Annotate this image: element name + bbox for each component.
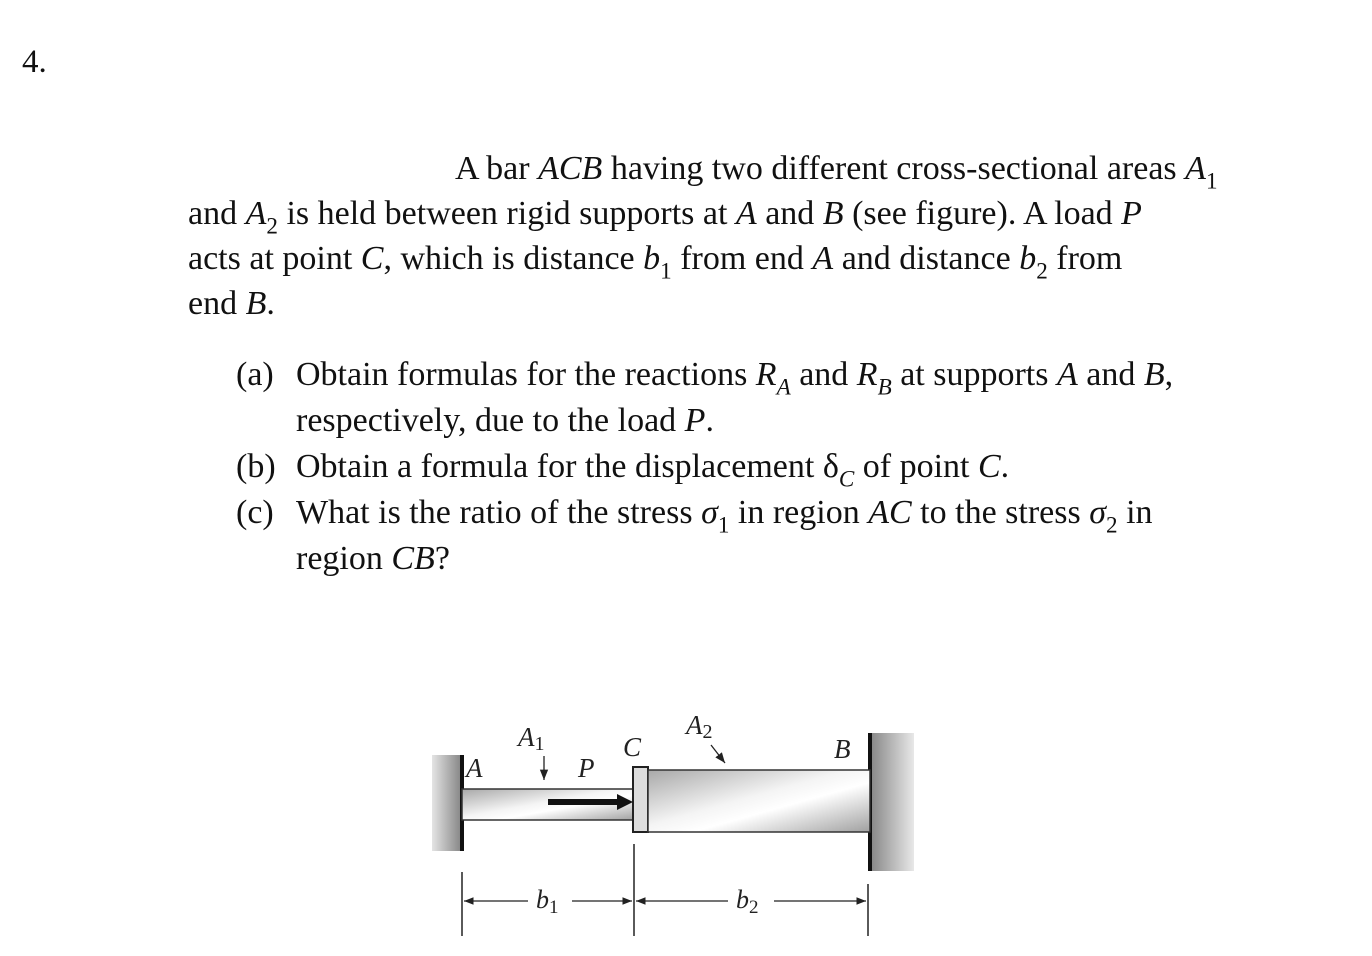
part-c-label: (c)	[236, 494, 274, 531]
problem-statement: A bar ACB having two different cross-sectional areas $A_1$ and $A_2$ is held between rigid supports at A and B (see figure). A load P acts at point C, which is distance $b_1$ from end A and distance $b_2$ from end B.	[188, 150, 1218, 322]
bar-figure	[420, 700, 920, 945]
collar-c	[633, 767, 648, 832]
part-b: (b) Obtain a formula for the displacement $\delta_C$ of point C.	[236, 444, 1346, 490]
question-parts	[236, 352, 1346, 582]
part-a-label: (a)	[236, 356, 274, 393]
part-c: (c) What is the ratio of the stress $\sigma_1$ in region AC to the stress $\sigma_2$ in region CB?	[236, 490, 1346, 582]
label-b: B	[834, 734, 851, 764]
label-a2: A2	[686, 710, 713, 743]
label-c: C	[623, 732, 642, 762]
problem-number: 4.	[22, 44, 47, 80]
bar-segment-cb	[648, 770, 870, 832]
left-support	[432, 755, 460, 851]
part-b-label: (b)	[236, 448, 276, 485]
label-a: A	[466, 753, 483, 783]
label-a1: A1	[518, 722, 545, 755]
dim-b1: b1	[536, 885, 559, 918]
label-p: P	[578, 753, 595, 783]
right-support	[872, 733, 914, 871]
dim-b2: b2	[736, 885, 759, 918]
part-a: (a) Obtain formulas for the reactions $R_A$ and $R_B$ at supports A and B, respectively, due to the load P.	[236, 352, 1346, 444]
leader-a2	[711, 745, 725, 763]
